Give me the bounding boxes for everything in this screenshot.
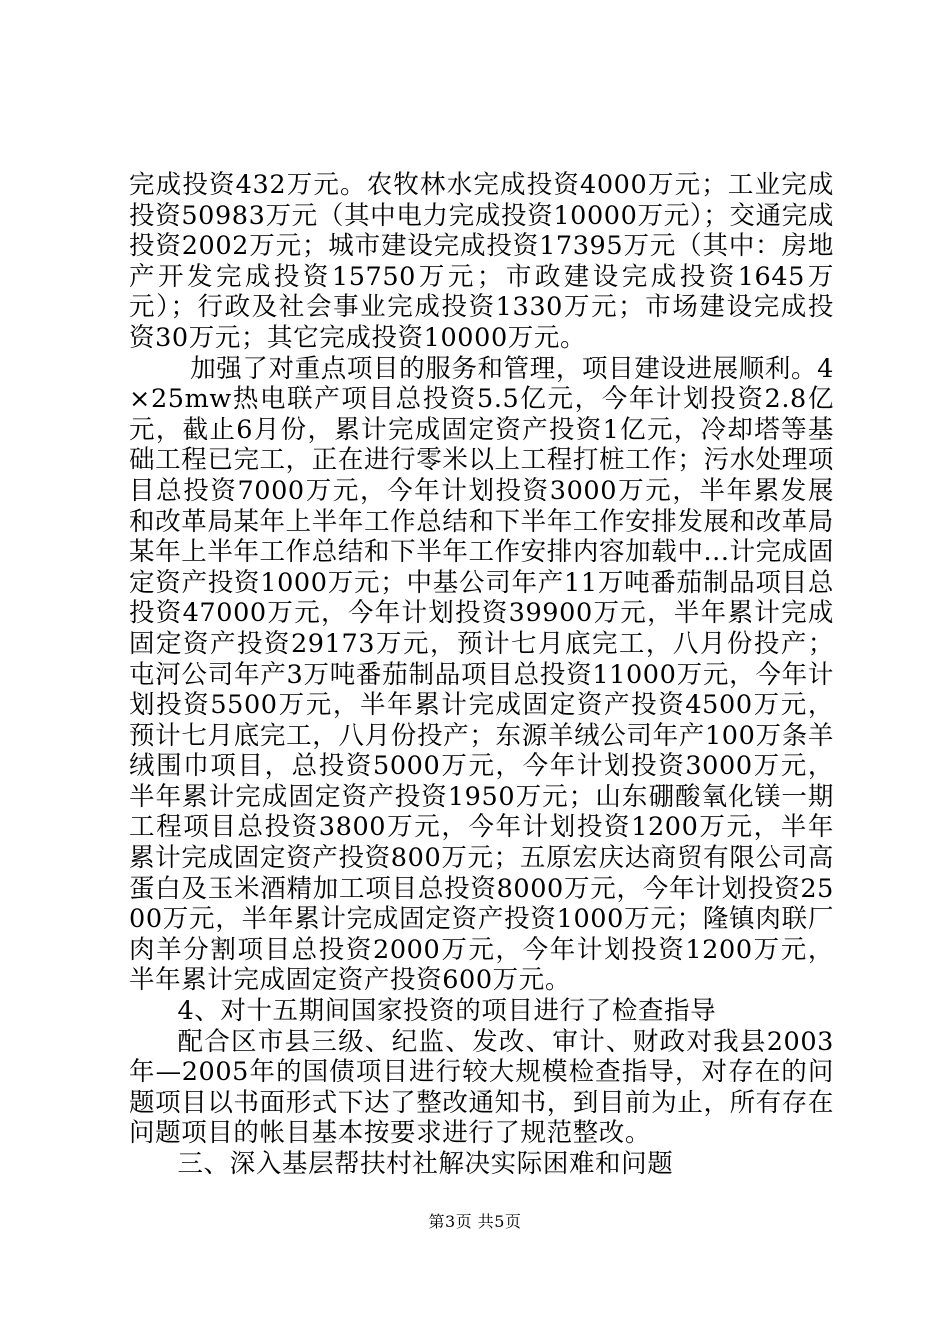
paragraph-key-projects: 加强了对重点项目的服务和管理，项目建设进展顺利。4×25mw热电联产项目总投资5.5亿元，今年计划投资2.8亿元，截止6月份，累计完成固定资产投资1亿元，冷却塔等基础工程已完工，正在进行零米以上工程打桩工作；污水处理项目总投资7000万元，今年计划投资3000万元，半年累发展和改革局某年上半年工作总结和下半年工作安排发展和改革局某年上半年工作总结和下半年工作安排内容加载中...计完成固定资产投资1000万元；中基公司年产11万吨番茄制品项目总投资47000万元，今年计划投资39900万元，半年累计完成固定资产投资29173万元，预计七月底完工，八月份投产；屯河公司年产3万吨番茄制品项目总投资11000万元，今年计划投资5500万元，半年累计完成固定资产投资4500万元，预计七月底完工，八月份投产；东源羊绒公司年产100万条羊绒围巾项目，总投资5000万元，今年计划投资3000万元，半年累计完成固定资产投资1950万元；山东硼酸氧化镁一期工程项目总投资3800万元，今年计划投资1200万元，半年累计完成固定资产投资800万元；五原宏庆达商贸有限公司高蛋白及玉米酒精加工项目总投资8000万元，今年计划投资2500万元，半年累计完成固定资产投资1000万元；隆镇肉联厂肉羊分割项目总投资2000万元，今年计划投资1200万元，半年累计完成固定资产投资600万元。: [129, 353, 834, 996]
page-footer: 第3页 共5页: [428, 1212, 522, 1231]
document-body: [129, 170, 834, 1180]
section-heading-inspection: 4、对十五期间国家投资的项目进行了检查指导: [177, 996, 717, 1027]
paragraph-inspection-detail: 配合区市县三级、纪监、发改、审计、财政对我县2003年—2005年的国债项目进行较大规模检查指导，对存在的问题项目以书面形式下达了整改通知书，到目前为止，所有存在问题项目的帐目基本按要求进行了规范整改。: [129, 1026, 834, 1149]
section-heading-grassroots: 三、深入基层帮扶村社解决实际困难和问题: [177, 1149, 674, 1179]
paragraph-investment-summary: 完成投资432万元。农牧林水完成投资4000万元；工业完成投资50983万元（其中电力完成投资10000万元）；交通完成投资2002万元；城市建设完成投资17395万元（其中：房地产开发完成投资15750万元；市政建设完成投资1645万元）；行政及社会事业完成投资1330万元；市场建设完成投资30万元；其它完成投资10000万元。: [129, 170, 834, 353]
